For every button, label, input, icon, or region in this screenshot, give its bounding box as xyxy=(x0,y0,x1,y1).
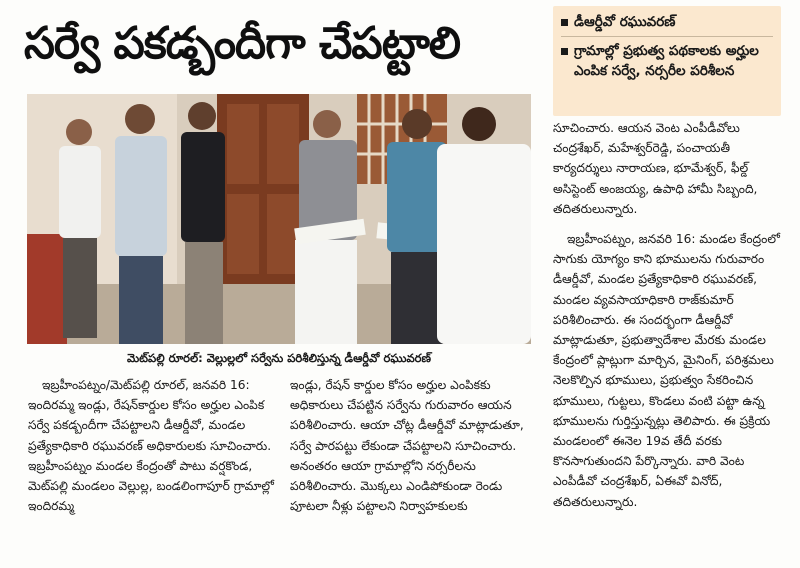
square-bullet-icon xyxy=(561,48,568,55)
highlight-text: గ్రామాల్లో ప్రభుత్వ పథకాలకు అర్హుల ఎంపిక సర్వే, నర్సరీల పరిశీలన xyxy=(574,43,759,79)
article-paragraph: ఇండ్లు, రేషన్‌ కార్డుల కోసం అర్హుల ఎంపికకు అధికారులు చేపట్టిన సర్వేను గురువారం ఆయన పరిశీలించారు. ఆయా చోట్ల డీఆర్డీవో మాట్లాడుతూ, సర్వే పారపట్టు లేకుండా చేపట్టాలని సూచించారు. అనంతరం ఆయా గ్రామాల్లోని నర్సరీలను పరిశీలించారు. మొక్కలు ఎండిపోకుండా రెండు పూటలా నీళ్లు పట్టాలని నిర్వాహకులకు xyxy=(290,378,524,514)
article-paragraph: ఇబ్రహీంపట్నం/మెట్‌పల్లి రూరల్‌, జనవరి 16: ఇందిరమ్మ ఇండ్లు, రేషన్‌కార్డుల కోసం అర్హుల ఎంపిక సర్వే పకడ్బందీగా చేపట్టాలని డీఆర్డీవో, మండల ప్రత్యేకాధికారి రఘువరణ్‌ అధికారులకు సూచించారు. ఇబ్రహీంపట్నం మండల కేంద్రంతో పాటు వర్షకొండ, మెట్‌పల్లి మండలం వెల్లుల్ల, బండలింగాపూర్‌ గ్రామాల్లో ఇందిరమ్మ xyxy=(28,378,274,514)
paragraph-gap xyxy=(553,219,783,229)
news-photo xyxy=(27,94,531,344)
article-column-3 xyxy=(553,118,783,562)
highlight-divider xyxy=(561,36,773,37)
article-column-1 xyxy=(28,375,276,561)
headline: సర్వే పకడ్బందీగా చేపట్టాలి xyxy=(24,18,461,69)
square-bullet-icon xyxy=(561,19,568,26)
article-paragraph: ఇబ్రహీంపట్నం, జనవరి 16: మండల కేంద్రంలో సాగుకు యోగ్యం కాని భూములను గురువారం డీఆర్డీవో, మండల ప్రత్యేకాధికారి రఘువరణ్‌, మండల వ్యవసాయాధికారి రాజ్‌కుమార్‌ పరిశీలించారు. ఈ సందర్భంగా డీఆర్డీవో మాట్లాడుతూ, ప్రభుత్వాదేశాల మేరకు మండల కేంద్రంలో ప్లాట్లుగా మార్చిన, మైనింగ్‌, పరిశ్రమలు నెలకొల్పిన భూములు, ప్రభుత్వం సేకరించిన భూములు, గుట్టలు, కొండలు వంటి పట్టా ఉన్న భూములను గుర్తిస్తున్నట్లు తెలిపారు. ఈ ప్రక్రియ మండలంలో ఈనెల 19వ తేదీ వరకు కొనసాగుతుందని పేర్కొన్నారు. వారి వెంట ఎంపీడీవో చంద్రశేఖర్‌, ఏఈవో వినోద్‌, తదితరులున్నారు. xyxy=(553,232,780,509)
highlights-box xyxy=(553,6,781,116)
article-paragraph: సూచించారు. ఆయన వెంట ఎంపీడీవోలు చంద్రశేఖర్‌, మహేశ్వర్‌రెడ్డి, పంచాయతీ కార్యదర్శులు నారాయణ, భూమేశ్వర్‌, ఫీల్డ్‌ అసిస్టెంట్‌ అంజయ్య, ఉపాధి హామీ సిబ్బంది, తదితరులున్నారు. xyxy=(553,121,758,216)
highlight-item xyxy=(561,41,773,81)
highlight-item xyxy=(561,12,773,32)
photo-caption: మెట్‌పల్లి రూరల్‌: వెల్లుల్లలో సర్వేను పరిశీలిస్తున్న డీఆర్డీవో రఘువరణ్‌ xyxy=(127,351,431,365)
article-column-2 xyxy=(290,375,536,561)
highlight-text: డీఆర్డీవో రఘువరణ్ xyxy=(574,14,676,30)
